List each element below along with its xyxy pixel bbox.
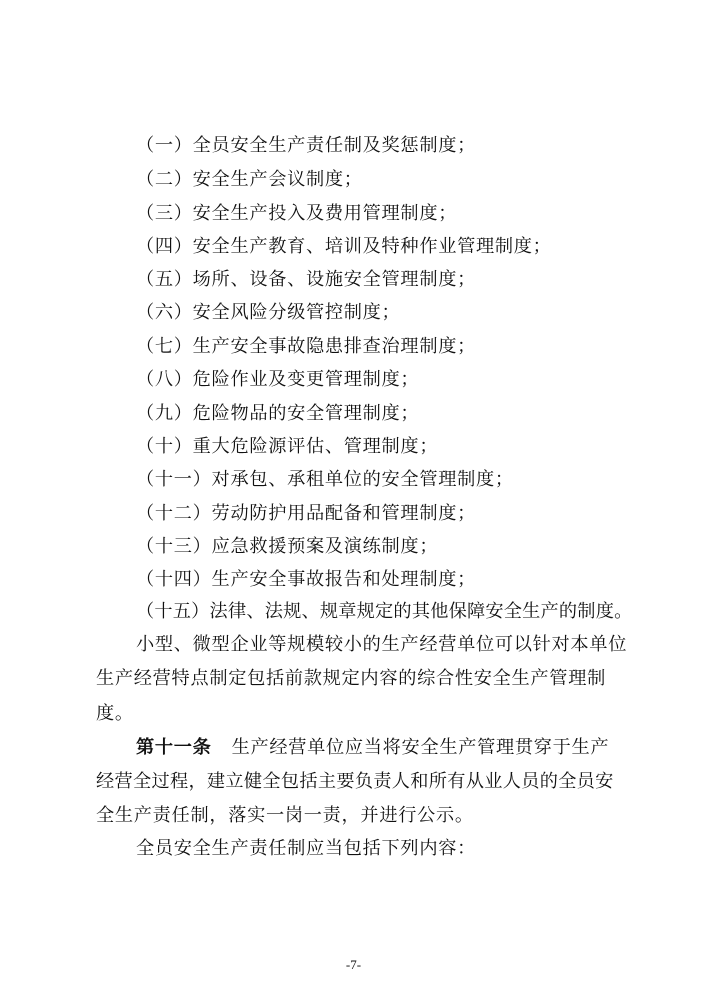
list-item-5: （五）场所、设备、设施安全管理制度； bbox=[136, 269, 476, 290]
list-item-2: （二）安全生产会议制度； bbox=[136, 169, 363, 190]
article-11-label: 第十一条 bbox=[136, 737, 212, 758]
list-item-14: （十四）生产安全事故报告和处理制度； bbox=[136, 569, 476, 590]
list-item-3: （三）安全生产投入及费用管理制度； bbox=[136, 203, 458, 224]
list-item-1: （一）全员安全生产责任制及奖惩制度； bbox=[136, 135, 476, 156]
list-item-12: （十二）劳动防护用品配备和管理制度； bbox=[136, 503, 476, 524]
small-enterprise-line-3: 度。 bbox=[96, 703, 134, 724]
small-enterprise-line-2: 生产经营特点制定包括前款规定内容的综合性安全生产管理制 bbox=[96, 668, 606, 689]
page-number: -7- bbox=[345, 957, 362, 972]
list-item-9: （九）危险物品的安全管理制度； bbox=[136, 403, 420, 424]
article-11-line-3: 全生产责任制，落实一岗一责，并进行公示。 bbox=[96, 805, 474, 826]
article-11-line-2: 经营全过程，建立健全包括主要负责人和所有从业人员的全员安 bbox=[96, 771, 614, 792]
list-item-6: （六）安全风险分级管控制度； bbox=[136, 302, 401, 323]
article-11-line-1 bbox=[136, 737, 609, 759]
list-item-7: （七）生产安全事故隐患排查治理制度； bbox=[136, 336, 476, 357]
list-item-8: （八）危险作业及变更管理制度； bbox=[136, 369, 420, 390]
list-item-15: （十五）法律、法规、规章规定的其他保障安全生产的制度。 bbox=[136, 601, 633, 622]
article-11-text-1: 生产经营单位应当将安全生产管理贯穿于生产 bbox=[231, 737, 610, 758]
small-enterprise-line-1: 小型、微型企业等规模较小的生产经营单位可以针对本单位 bbox=[136, 634, 628, 655]
list-item-10: （十）重大危险源评估、管理制度； bbox=[136, 436, 439, 457]
responsibility-intro: 全员安全生产责任制应当包括下列内容： bbox=[136, 838, 476, 859]
list-item-13: （十三）应急救援预案及演练制度； bbox=[136, 536, 439, 557]
list-item-11: （十一）对承包、承租单位的安全管理制度； bbox=[136, 469, 514, 490]
list-item-4: （四）安全生产教育、培训及特种作业管理制度； bbox=[136, 236, 552, 257]
